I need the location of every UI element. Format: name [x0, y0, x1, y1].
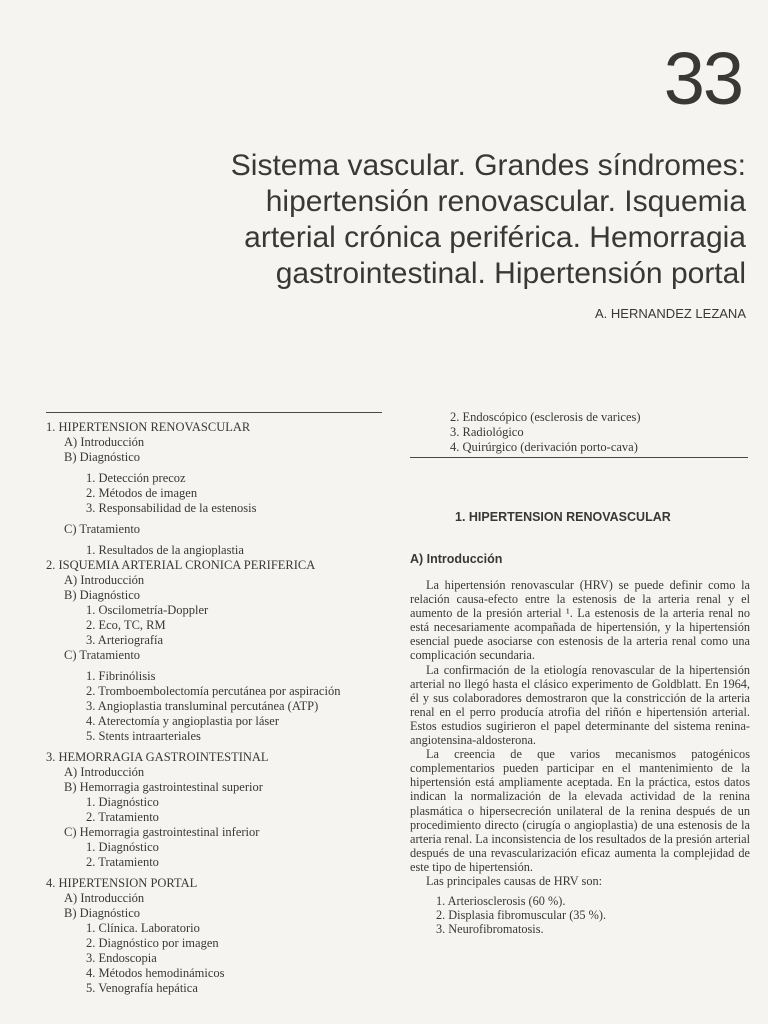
toc-item: 1. Clínica. Laboratorio: [86, 921, 200, 935]
toc-item: B) Diagnóstico: [64, 450, 141, 464]
toc-item: A) Introducción: [64, 573, 145, 587]
toc-item: 1. HIPERTENSION RENOVASCULAR: [46, 420, 251, 434]
toc-item: 4. Métodos hemodinámicos: [86, 966, 225, 980]
toc-item: 3. Angioplastia transluminal percutánea (ATP): [86, 699, 319, 713]
toc-item: C) Tratamiento: [64, 648, 141, 662]
cause-item: 3. Neurofibromatosis.: [436, 922, 544, 937]
chapter-number: 33: [663, 37, 742, 120]
toc-left-top-rule: [46, 412, 382, 413]
toc-item: A) Introducción: [64, 435, 145, 449]
toc-item: 3. HEMORRAGIA GASTROINTESTINAL: [46, 750, 269, 764]
toc-item: B) Diagnóstico: [64, 588, 141, 602]
toc-item: 1. Oscilometría-Doppler: [86, 603, 209, 617]
toc-item: C) Tratamiento: [64, 522, 141, 536]
subsection-heading: [410, 552, 502, 566]
toc-item: 3. Endoscopia: [86, 951, 157, 965]
toc-item: B) Hemorragia gastrointestinal superior: [64, 780, 263, 794]
toc-right-bottom-rule: [410, 457, 748, 458]
toc-item: 2. Endoscópico (esclerosis de varices): [450, 410, 641, 424]
toc-item: 1. Detección precoz: [86, 471, 186, 485]
cause-item: 1. Arteriosclerosis (60 %).: [436, 894, 566, 909]
paragraph: La creencia de que varios mecanismos patogénicos complementarios pueden participar en el mantenimiento de la hipertensión está ampliamente aceptada. En la práctica, estos datos indican la normalización de la elevada actividad de la renina plasmática o hipersecreción unilateral de la renina después de un procedimiento directo (cirugía o angioplastia) de una estenosis de la arteria renal. La inconsistencia de los resultados de la presión arterial después de una revascularización eficaz aumenta la complejidad de este tipo de hipertensión.: [410, 747, 750, 874]
cause-item: 2. Displasia fibromuscular (35 %).: [436, 908, 607, 923]
toc-item: 3. Radiológico: [450, 425, 524, 439]
section-heading: 1. HIPERTENSION RENOVASCULAR: [455, 510, 671, 524]
toc-left-column: [46, 420, 386, 996]
toc-item: C) Hemorragia gastrointestinal inferior: [64, 825, 260, 839]
paragraph: La hipertensión renovascular (HRV) se puede definir como la relación causa-efecto entre la estenosis de la arteria renal y el aumento de la presión arterial ¹. La estenosis de la arteria renal no está necesariamente acompañada de hipertensión, y la hipertensión esencial puede asociarse con estenosis de la arteria renal como una complicación secundaria.: [410, 578, 750, 663]
toc-item: 1. Diagnóstico: [86, 840, 159, 854]
toc-item: 4. HIPERTENSION PORTAL: [46, 876, 198, 890]
toc-item: 2. Diagnóstico por imagen: [86, 936, 219, 950]
toc-item: 2. Tromboembolectomía percutánea por aspiración: [86, 684, 341, 698]
toc-item: 3. Arteriografía: [86, 633, 164, 647]
title-line: Sistema vascular. Grandes síndromes:: [230, 149, 746, 182]
toc-item: 5. Stents intraarteriales: [86, 729, 201, 743]
toc-right-column: [450, 410, 750, 455]
toc-item: 3. Responsabilidad de la estenosis: [86, 501, 257, 515]
subsection-heading-text: A) Introducción: [410, 552, 503, 566]
toc-item: 4. Aterectomía y angioplastia por láser: [86, 714, 279, 728]
title-line: gastrointestinal. Hipertensión portal: [275, 257, 746, 290]
toc-item: 2. ISQUEMIA ARTERIAL CRONICA PERIFERICA: [46, 558, 316, 572]
toc-item: 1. Resultados de la angioplastia: [86, 543, 244, 557]
toc-item: 1. Fibrinólisis: [86, 669, 156, 683]
paragraph: Las principales causas de HRV son:: [426, 873, 603, 888]
toc-item: 4. Quirúrgico (derivación porto-cava): [450, 440, 638, 454]
toc-item: 2. Eco, TC, RM: [86, 618, 166, 632]
toc-item: 1. Diagnóstico: [86, 795, 159, 809]
title-line: arterial crónica periférica. Hemorragia: [244, 221, 746, 254]
toc-item: 2. Tratamiento: [86, 855, 159, 869]
toc-item: 5. Venografía hepática: [86, 981, 198, 995]
paragraph: La confirmación de la etiología renovascular de la hipertensión arterial no llegó hasta el clásico experimento de Goldblatt. En 1964, él y sus colaboradores demostraron que la constricción de la arteria renal en el perro producía atrofia del riñón e hipertensión arterial. Estos estudios sugirieron el papel determinante del sistema renina-angiotensina-aldosterona.: [410, 662, 750, 748]
body-text: [410, 578, 750, 936]
toc-item: 2. Tratamiento: [86, 810, 159, 824]
toc-item: 2. Métodos de imagen: [86, 486, 198, 500]
chapter-title: [46, 148, 746, 292]
toc-item: A) Introducción: [64, 891, 145, 905]
toc-item: B) Diagnóstico: [64, 906, 141, 920]
author: A. HERNANDEZ LEZANA: [595, 306, 746, 321]
toc-item: A) Introducción: [64, 765, 145, 779]
title-line: hipertensión renovascular. Isquemia: [265, 185, 746, 218]
